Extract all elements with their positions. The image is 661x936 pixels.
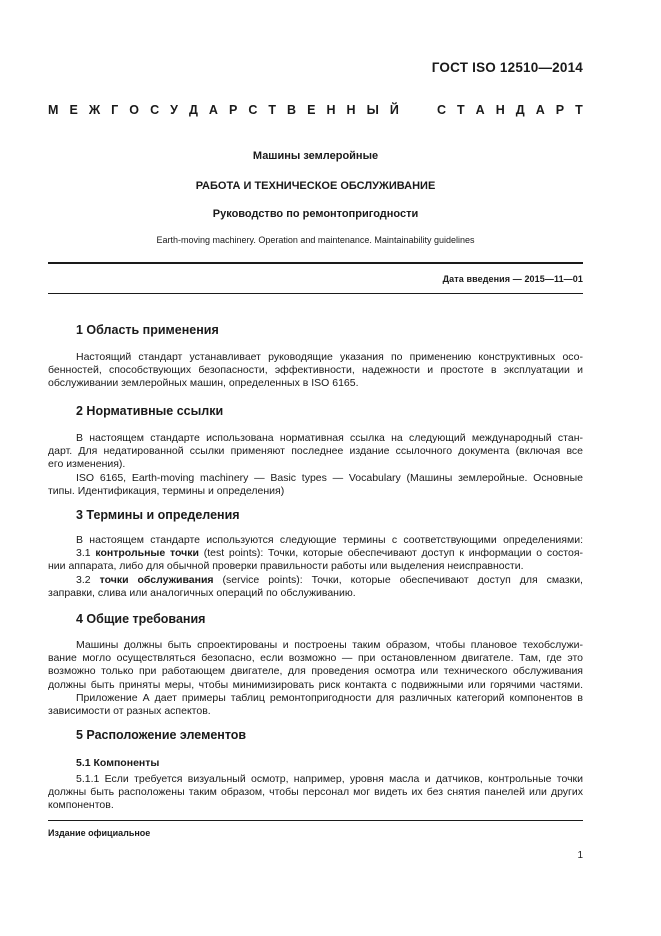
term-text: (service points): Точки, которые обеспечивают доступ для смазки, — [213, 573, 583, 586]
banner-letter: Н — [495, 103, 505, 117]
banner-letter: А — [535, 103, 545, 117]
banner-letter: Р — [555, 103, 565, 117]
term-definition — [48, 574, 583, 587]
term-number: 3.2 — [76, 573, 91, 586]
subsection-heading: 5.1 Компоненты — [76, 757, 160, 769]
section-body — [48, 432, 583, 498]
text-line: В настоящем стандарте использована нормативная ссылка на следующий международный стан- — [76, 432, 583, 444]
term-name: точки обслуживания — [99, 573, 214, 586]
footer-divider — [48, 820, 583, 821]
text-line: В настоящем стандарте используются следующие термины с соответствующими определениями: — [76, 534, 583, 546]
text-line: 5.1.1 Если требуется визуальный осмотр, например, уровня масла и датчиков, контрольные точки — [76, 773, 583, 785]
introduction-date: Дата введения — 2015—11—01 — [442, 274, 583, 284]
text-line: бенностей, способствующих безопасности, эффективности, надежности и простоте в эксплуатации и — [48, 364, 583, 377]
banner-letter: Е — [307, 103, 316, 117]
banner-letter: Р — [228, 103, 238, 117]
text-line: обслуживании землеройных машин, определенных в ISO 6165. — [48, 377, 359, 390]
text-line: возможно только при работающем двигателе, для проведения осмотра или технического обслуживания — [48, 665, 583, 678]
banner-letter: Г — [111, 103, 119, 117]
text-line: вание могло осуществляться безопасно, если возможно — при остановленном двигателе. Там, где это — [48, 652, 583, 665]
banner-letter: Д — [188, 103, 198, 117]
banner-letter: Д — [515, 103, 525, 117]
text-line: Машины должны быть спроектированы и построены таким образом, чтобы плановое техобслужи- — [76, 639, 583, 651]
banner-letter: Й — [389, 103, 399, 117]
section-body — [48, 639, 583, 718]
banner-letter: Н — [346, 103, 356, 117]
section-heading: 2 Нормативные ссылки — [76, 404, 224, 418]
section-heading: 4 Общие требования — [76, 612, 206, 626]
banner-letter: Т — [457, 103, 465, 117]
banner-letter: Т — [268, 103, 277, 117]
text-line: компонентов. — [48, 799, 114, 812]
document-subtitle: Руководство по ремонтопригодности — [212, 208, 419, 220]
text-line: Настоящий стандарт устанавливает руководящие указания по применению конструктивных осо- — [76, 351, 583, 363]
standard-banner — [48, 103, 583, 117]
banner-letter: М — [48, 103, 59, 117]
banner-letter: О — [129, 103, 140, 117]
banner-letter: Ы — [366, 103, 379, 117]
section-heading: 5 Расположение элементов — [76, 728, 247, 742]
term-definition — [48, 547, 583, 560]
banner-letter: В — [287, 103, 297, 117]
text-line: Приложение А дает примеры таблиц ремонтопригодности для различных категорий компонентов в — [76, 691, 583, 704]
banner-letter: С — [248, 103, 258, 117]
text-line: ISO 6165, Earth-moving machinery — Basic types — Vocabulary (Машины землеройные. Основные — [76, 471, 583, 484]
text-line: типы. Идентификация, термины и определения) — [48, 484, 285, 497]
text-line: зависимости от разных аспектов. — [48, 705, 211, 718]
section-heading: 3 Термины и определения — [76, 508, 240, 522]
edition-label: Издание официальное — [48, 828, 151, 838]
document-category: Машины землеройные — [252, 150, 379, 162]
document-title: РАБОТА И ТЕХНИЧЕСКОЕ ОБСЛУЖИВАНИЕ — [195, 180, 436, 192]
section-heading: 1 Область применения — [76, 323, 219, 337]
term-text: (test points): Точки, которые обеспечивают доступ к информации о состоя- — [198, 547, 584, 560]
english-title: Earth-moving machinery. Operation and maintenance. Maintainability guidelines — [156, 235, 475, 245]
text-line: должны быть расположены таким образом, чтобы персонал мог видеть их без снятия панелей или других — [48, 786, 583, 799]
section-body — [48, 351, 583, 391]
section-body — [48, 773, 583, 813]
standard-designation: ГОСТ ISO 12510—2014 — [431, 60, 583, 75]
text-line: нии аппарата, либо для обычной проверки правильности работы или выделения неисправности. — [48, 560, 524, 573]
banner-letter: У — [170, 103, 178, 117]
term-name: контрольные точки — [95, 547, 199, 560]
text-line: его изменения). — [48, 458, 126, 471]
banner-letter: С — [436, 103, 446, 117]
text-line: должны быть приняты меры, чтобы минимизировать риск контакта с подвижными или горячими частями. — [48, 678, 583, 691]
banner-letter: А — [475, 103, 485, 117]
banner-letter: Е — [69, 103, 78, 117]
text-line: дарт. Для недатированной ссылки применяют последнее издание ссылочного документа (включая все — [48, 445, 583, 458]
banner-spacer — [410, 103, 426, 117]
text-line: заправки, слива или аналогичных операций по обслуживанию. — [48, 586, 356, 599]
term-number: 3.1 — [76, 547, 91, 560]
banner-letter: Ж — [88, 103, 101, 117]
banner-letter: Н — [326, 103, 336, 117]
date-divider — [48, 293, 583, 294]
banner-letter: С — [150, 103, 160, 117]
title-divider — [48, 262, 583, 264]
banner-letter: А — [208, 103, 218, 117]
page-number: 1 — [577, 850, 583, 861]
section-body — [48, 534, 583, 600]
banner-letter: Т — [575, 103, 583, 117]
